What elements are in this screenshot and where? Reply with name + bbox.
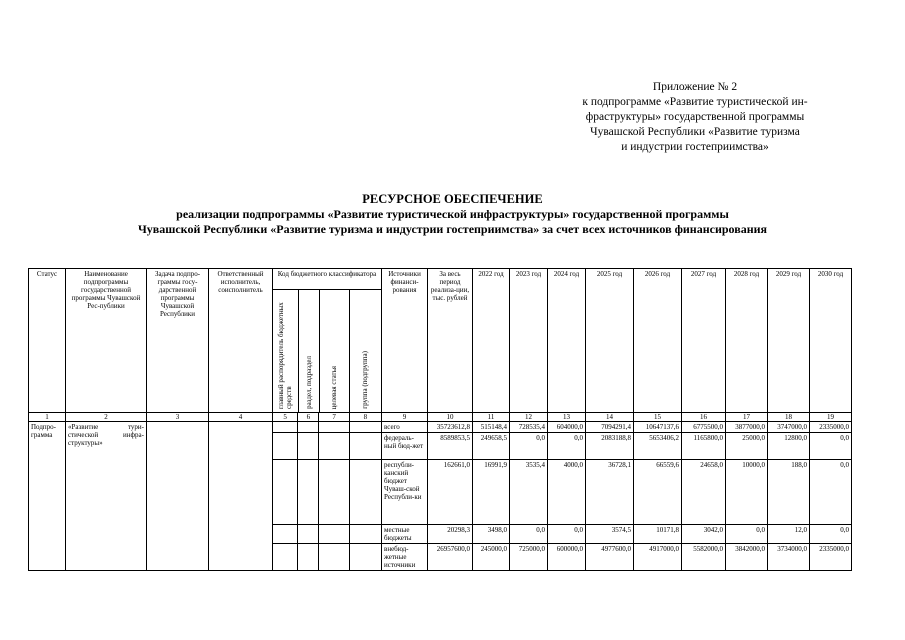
title-line-3: Чувашской Республики «Развитие туризма и индустрии гостеприимства» за счет всех источников финансирования	[137, 222, 768, 236]
value-cell: 604000,0	[548, 422, 586, 433]
value-cell: 5582000,0	[682, 544, 726, 571]
header-year: 2025 год	[586, 269, 634, 413]
value-cell: 26957600,0	[428, 544, 473, 571]
header-year: 2030 год	[810, 269, 852, 413]
value-cell: 0,0	[510, 525, 548, 544]
code-cell	[298, 433, 319, 460]
appendix-line: Приложение № 2	[652, 81, 738, 93]
header-code-article: целевая статья	[319, 290, 349, 413]
value-cell: 2083188,8	[586, 433, 634, 460]
col-number: 6	[298, 413, 319, 422]
value-cell: 3535,4	[510, 460, 548, 525]
value-cell: 10000,0	[726, 460, 768, 525]
subprogram-name-cell: «Развитие тури-стической инфра-структуры»	[66, 422, 147, 571]
header-year: 2024 год	[548, 269, 586, 413]
col-number: 17	[726, 413, 768, 422]
header-code-gr: главный распорядитель бюджетных средств	[273, 290, 298, 413]
header-year: 2026 год	[634, 269, 682, 413]
code-cell	[349, 433, 381, 460]
value-cell: 10647137,6	[634, 422, 682, 433]
col-number: 1	[29, 413, 66, 422]
col-number: 7	[319, 413, 349, 422]
value-cell: 188,0	[768, 460, 810, 525]
code-cell	[273, 544, 298, 571]
col-number: 3	[147, 413, 209, 422]
col-number: 13	[548, 413, 586, 422]
header-total: За весь период реализа-ции, тыс. рублей	[428, 269, 473, 413]
value-cell: 36728,1	[586, 460, 634, 525]
value-cell: 728535,4	[510, 422, 548, 433]
value-cell: 245000,0	[473, 544, 510, 571]
header-year: 2029 год	[768, 269, 810, 413]
title-line-1: РЕСУРСНОЕ ОБЕСПЕЧЕНИЕ	[362, 192, 543, 206]
col-number: 8	[349, 413, 381, 422]
header-year: 2022 год	[473, 269, 510, 413]
value-cell: 4917000,0	[634, 544, 682, 571]
header-year: 2028 год	[726, 269, 768, 413]
col-number: 14	[586, 413, 634, 422]
code-cell	[349, 544, 381, 571]
code-cell	[273, 525, 298, 544]
value-cell: 0,0	[726, 525, 768, 544]
appendix-line: фраструктуры» государственной программы	[585, 111, 805, 123]
header-executor: Ответственный исполнитель, соисполнитель	[209, 269, 273, 413]
value-cell: 600000,0	[548, 544, 586, 571]
code-cell	[319, 544, 349, 571]
value-cell: 20298,3	[428, 525, 473, 544]
code-cell	[298, 544, 319, 571]
col-number: 2	[66, 413, 147, 422]
code-cell	[319, 422, 349, 433]
value-cell: 0,0	[548, 433, 586, 460]
header-code-group-sub: группа (подгруппа)	[361, 351, 370, 409]
value-cell: 4977600,0	[586, 544, 634, 571]
value-cell: 0,0	[810, 460, 852, 525]
table-row	[29, 422, 852, 433]
value-cell: 3734000,0	[768, 544, 810, 571]
value-cell: 8589853,5	[428, 433, 473, 460]
value-cell: 10171,8	[634, 525, 682, 544]
col-number: 5	[273, 413, 298, 422]
value-cell: 3042,0	[682, 525, 726, 544]
value-cell: 4000,0	[548, 460, 586, 525]
value-cell: 5653406,2	[634, 433, 682, 460]
header-code-section: раздел, подраздел	[298, 290, 319, 413]
code-cell	[349, 525, 381, 544]
value-cell: 66559,6	[634, 460, 682, 525]
header-source: Источники финанси-рования	[382, 269, 428, 413]
value-cell: 3877000,0	[726, 422, 768, 433]
col-number: 4	[209, 413, 273, 422]
value-cell: 7094291,4	[586, 422, 634, 433]
column-numbers-row	[29, 413, 852, 422]
col-number: 9	[382, 413, 428, 422]
code-cell	[298, 525, 319, 544]
document-title	[60, 192, 845, 237]
value-cell: 12,0	[768, 525, 810, 544]
value-cell: 24658,0	[682, 460, 726, 525]
source-cell: местные бюджеты	[382, 525, 428, 544]
value-cell: 2335000,0	[810, 422, 852, 433]
col-number: 19	[810, 413, 852, 422]
value-cell: 3842000,0	[726, 544, 768, 571]
appendix-line: Чувашской Республики «Развитие туризма	[590, 126, 800, 138]
status-cell: Подпро-грамма	[29, 422, 66, 571]
code-cell	[298, 422, 319, 433]
col-number: 11	[473, 413, 510, 422]
header-code-group	[273, 269, 382, 413]
value-cell: 3498,0	[473, 525, 510, 544]
value-cell: 0,0	[810, 525, 852, 544]
source-cell: федераль-ный бюд-жет	[382, 433, 428, 460]
appendix-line: к подпрограмме «Развитие туристической ин-	[582, 96, 808, 108]
col-number: 10	[428, 413, 473, 422]
value-cell: 2335000,0	[810, 544, 852, 571]
col-number: 16	[682, 413, 726, 422]
source-cell: всего	[382, 422, 428, 433]
header-code-label: Код бюджетного классификатора	[273, 269, 381, 290]
value-cell: 515148,4	[473, 422, 510, 433]
value-cell: 25000,0	[726, 433, 768, 460]
value-cell: 3574,5	[586, 525, 634, 544]
resource-table	[28, 268, 852, 571]
col-number: 15	[634, 413, 682, 422]
value-cell: 162661,0	[428, 460, 473, 525]
code-cell	[273, 422, 298, 433]
source-cell: республи-канский бюджет Чуваш-ской Республи-ки	[382, 460, 428, 525]
executor-cell	[209, 422, 273, 571]
value-cell: 1165800,0	[682, 433, 726, 460]
value-cell: 12800,0	[768, 433, 810, 460]
title-line-2: реализации подпрограммы «Развитие туристической инфраструктуры» государственной программы	[176, 207, 729, 221]
code-cell	[298, 460, 319, 525]
value-cell: 249658,5	[473, 433, 510, 460]
source-cell: внебюд-жетные источники	[382, 544, 428, 571]
value-cell: 0,0	[548, 525, 586, 544]
header-row	[29, 269, 852, 413]
value-cell: 16991,9	[473, 460, 510, 525]
code-cell	[349, 460, 381, 525]
code-cell	[273, 460, 298, 525]
code-cell	[319, 433, 349, 460]
code-cell	[273, 433, 298, 460]
value-cell: 35723612,8	[428, 422, 473, 433]
appendix-note	[545, 80, 845, 155]
header-year: 2023 год	[510, 269, 548, 413]
header-name: Наименование подпрограммы государственной программы Чувашской Рес-публики	[66, 269, 147, 413]
value-cell: 0,0	[510, 433, 548, 460]
value-cell: 725000,0	[510, 544, 548, 571]
code-cell	[319, 525, 349, 544]
header-task: Задача подпро-граммы госу-дарственной программы Чувашской Республики	[147, 269, 209, 413]
code-cell	[349, 422, 381, 433]
appendix-line: и индустрии гостеприимства»	[621, 141, 769, 153]
value-cell: 6775500,0	[682, 422, 726, 433]
value-cell: 3747000,0	[768, 422, 810, 433]
header-year: 2027 год	[682, 269, 726, 413]
header-status: Статус	[29, 269, 66, 413]
col-number: 12	[510, 413, 548, 422]
col-number: 18	[768, 413, 810, 422]
task-cell	[147, 422, 209, 571]
code-cell	[319, 460, 349, 525]
value-cell: 0,0	[810, 433, 852, 460]
